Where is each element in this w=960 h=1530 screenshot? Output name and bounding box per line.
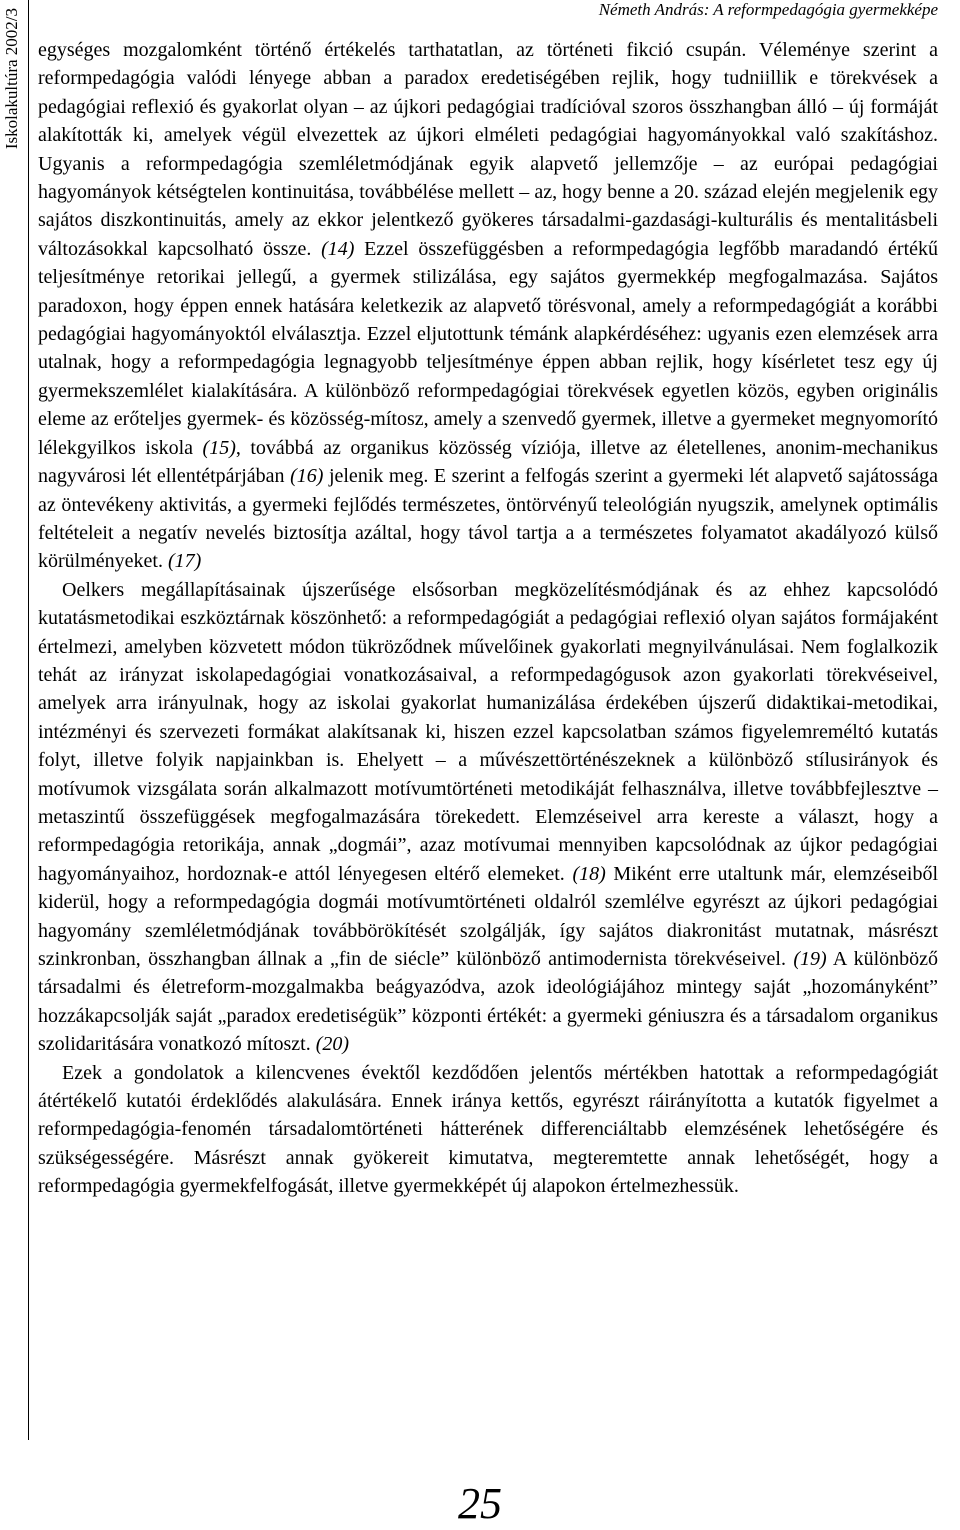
sidebar xyxy=(0,0,28,1440)
paragraph xyxy=(38,576,938,1059)
page-number: 25 xyxy=(458,1479,502,1528)
citation-ref: (15) xyxy=(202,436,236,459)
citation-ref: (14) xyxy=(321,237,355,260)
text-segment: Ezzel összefüggésben a reformpedagógia legfőbb maradandó értékű teljesítménye retorikai jellegű, a gyermek stilizálása, egy sajátos gyermekkép megfogalmazása. Sajátos paradoxon, hogy éppen ennek hatására keletkezik az alapvető törésvonal, amely a reformpedagógiát a korábbi pedagógiai hagyományoktól elválasztja. Ezzel eljutottunk témánk alapkérdéséhez: ugyanis ezen elemzések arra utalnak, hogy a reformpedagógia legnagyobb teljesítménye éppen abban rejlik, hogy kísérletet tesz egy új gyermekszemlélet kialakítására. A különböző reformpedagógiai törekvések egyetlen közös, egyben originális eleme az erőteljes gyermek- és közösség-mítosz, amely a szenvedő gyermek, illetve a gyermeket megnyomorító lélekgyilkos iskola xyxy=(38,237,939,459)
text-segment: jelenik meg. E szerint a felfogás szerint a gyermeki lét alapvető sajátossága az öntevékeny aktivitás, a gyermeki fejlődés természetes, öntörvényű teleológián nyugszik, amelynek optimális feltételeit a negatív nevelés biztosítja azáltal, hogy távol tartja a a természetes folyamatot akadályozó külső körülményeket. xyxy=(38,465,938,573)
text-segment: Miként erre utaltunk már, elemzéseiből kiderül, hogy a reformpedagógia dogmái motívumtörténeti oldalról szemlélve egyrészt az újkori pedagógiai hagyomány szemléletmódjának továbbörökítését szolgálják, így sajátos diakronitást mutatnak, másrészt szinkronban, összhangban állnak a „fin de siécle” különböző antimodernista törekvéseivel. xyxy=(38,862,939,970)
running-header: Németh András: A reformpedagógia gyermekképe xyxy=(598,0,938,19)
journal-label: Iskolakultúra 2002/3 xyxy=(2,8,21,150)
citation-ref: (18) xyxy=(572,862,606,885)
sidebar-rule xyxy=(28,0,29,1440)
citation-ref: (17) xyxy=(167,550,202,573)
citation-ref: (19) xyxy=(793,948,827,970)
text-segment: egységes mozgalomként történő értékelés tarthatatlan, az történeti fikció csupán. Véleménye szerint a reformpedagógia valódi lényege abban a paradox eredetiségében rejlik, hogy tudniillik e törekvések a pedagógiai reflexió és gyakorlat olyan – az újkori pedagógiai tradícióval szoros összhangban álló – új formáját alakították ki, amelyek végül elvezettek az újkori elméleti pedagógiai hagyományokkal való szakításhoz. Ugyanis a reformpedagógia szemléletmódjának egyik alapvető jellemzője – az európai pedagógiai hagyományok kétségtelen kontinuitása, továbbélése mellett – az, hogy benne a 20. század elején megjelenik egy sajátos diszkontinuitás, amely az ekkor jelentkező gyökeres társadalmi-gazdasági-kulturális és mentalitásbeli változásokkal kapcsolható össze. xyxy=(38,39,938,260)
text-segment: Oelkers megállapításainak újszerűsége elsősorban megközelítésmódjának és az ehhez kapcsolódó kutatásmetodikai eszköztárnak köszönhető: a reformpedagógiát a pedagógiai reflexió olyan sajátos formájaként értelmezi, amelyben közvetett módon tükröződnek művelőinek gyakorlati megnyilvánulásai. Nem foglalkozik tehát az irányzat iskolapedagógiai vonatkozásaival, a reformpedagógusok azon gyakorlati törekvéseivel, amelyek arra irányulnak, hogy az iskolai gyakorlat humanizálása érdekében újszerű didaktikai-metodikai, intézményi és szervezeti formákat alakítsanak ki, hiszen ezzel kapcsolatban számos figyelemreméltó kutatás folyt, illetve folyik napjainkban is. Ehelyett – a művészettörténészeknek a különböző stílusirányok és motívumok vizsgálata során alkalmazott motívumtörténeti metodikáját felhasználva, illetve továbbfejlesztve – metaszintű összefüggések megfogalmazására törekedett. Elemzéseivel arra kereste a választ, hogy a reformpedagógia retorikája, annak „dogmái”, azaz motívumai mennyiben kapcsolódnak az újkor pedagógiai hagyományaihoz, hordoznak-e attól lényegesen eltérő elemeket. xyxy=(38,578,938,885)
article-body xyxy=(38,36,938,1201)
citation-ref: (16) xyxy=(290,465,324,488)
paragraph xyxy=(38,1059,938,1201)
text-segment: A különböző társadalmi és életreform-mozgalmakba beágyazódva, azok ideológiájához mintegy saját „hozományként” hozzákapcsolják saját „paradox eredetiségük” központi értékét: a gyermeki géniuszra és a társadalom organikus szolidaritására vonatkozó mítoszt. xyxy=(38,948,939,1056)
text-segment: , továbbá az organikus közösség víziója, illetve az életellenes, anonim-mechanikus nagyvárosi lét ellentétpárjában xyxy=(38,436,938,488)
text-segment: Ezek a gondolatok a kilencvenes évektől kezdődően jelentős mértékben hatottak a reformpedagógiát átértékelő kutatói érdeklődés alakulására. Ennek iránya kettős, egyrészt ráirányította a kutatók figyelmet a reformpedagógia-fenomén társadalomtörténeti hátterének differenciáltabb elemzésének lehetőségére és szükségességére. Másrészt annak gyökereit kimutatva, megteremtette annak lehetőségét, hogy a reformpedagógia gyermekfelfogását, illetve gyermekképét új alapokon értelmezhessük. xyxy=(38,1061,938,1198)
paragraph xyxy=(38,36,938,576)
citation-ref: (20) xyxy=(315,1033,350,1056)
